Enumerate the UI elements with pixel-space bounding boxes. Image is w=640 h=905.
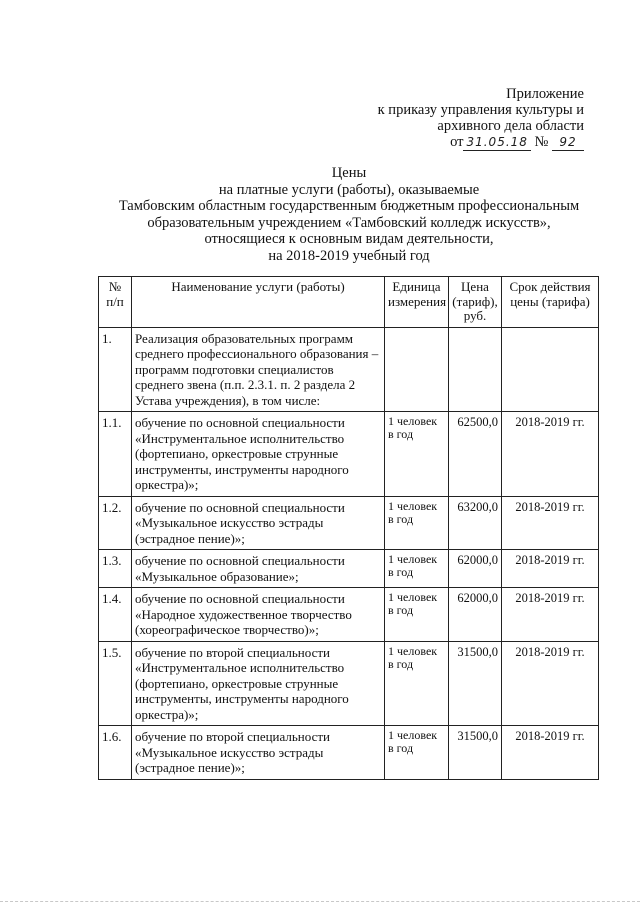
table-row	[99, 412, 599, 497]
appendix-line-1: Приложение	[506, 86, 584, 102]
number-prefix: №	[534, 134, 549, 150]
appendix-line-3: архивного дела области	[437, 118, 584, 134]
title-line-6: на 2018-2019 учебный год	[268, 247, 430, 264]
page-bottom-edge	[0, 901, 640, 903]
order-reference	[378, 134, 584, 151]
row-price: 62500,0	[449, 412, 502, 497]
table-row	[99, 641, 599, 726]
row-unit: 1 человек в год	[385, 496, 449, 550]
row-name: обучение по второй специальности «Инструментальное исполнительство (фортепиано, оркестровые струнные инструменты, инструменты народного оркестра)»;	[132, 641, 385, 726]
handwritten-date: 31.05.18	[463, 134, 530, 151]
appendix-line-2: к приказу управления культуры и	[377, 102, 584, 118]
row-price: 62000,0	[449, 588, 502, 642]
row-price: 63200,0	[449, 496, 502, 550]
table-row	[99, 496, 599, 550]
title-line-4: образовательным учреждением «Тамбовский колледж искусств»,	[147, 214, 551, 231]
row-num: 1.6.	[99, 726, 132, 780]
row-name: обучение по основной специальности «Народное художественное творчество (хореографическое творчество)»;	[132, 588, 385, 642]
header-term: Срок действия цены (тарифа)	[502, 277, 599, 328]
table-header-row	[99, 277, 599, 328]
table-row	[99, 550, 599, 588]
row-num: 1.3.	[99, 550, 132, 588]
row-unit: 1 человек в год	[385, 412, 449, 497]
table-row	[99, 327, 599, 412]
price-table	[98, 276, 599, 780]
row-term	[502, 327, 599, 412]
row-term: 2018-2019 гг.	[502, 588, 599, 642]
row-unit: 1 человек в год	[385, 550, 449, 588]
header-num: № п/п	[99, 277, 132, 328]
row-name: обучение по основной специальности «Музыкальное образование»;	[132, 550, 385, 588]
row-unit: 1 человек в год	[385, 588, 449, 642]
title-line-1: Цены	[331, 165, 367, 181]
table-row	[99, 588, 599, 642]
row-unit: 1 человек в год	[385, 726, 449, 780]
date-prefix: от	[450, 134, 464, 150]
row-num: 1.5.	[99, 641, 132, 726]
row-term: 2018-2019 гг.	[502, 412, 599, 497]
title-line-5: относящиеся к основным видам деятельности,	[204, 231, 494, 247]
row-num: 1.1.	[99, 412, 132, 497]
row-term: 2018-2019 гг.	[502, 550, 599, 588]
document-title	[100, 165, 598, 264]
title-line-2: на платные услуги (работы), оказываемые	[218, 181, 480, 198]
header-name: Наименование услуги (работы)	[132, 277, 385, 328]
row-term: 2018-2019 гг.	[502, 726, 599, 780]
row-unit	[385, 327, 449, 412]
row-name: Реализация образовательных программ среднего профессионального образования – программ подготовки специалистов среднего звена (п.п. 2.3.1. п. 2 раздела 2 Устава учреждения), в том числе:	[132, 327, 385, 412]
row-price: 62000,0	[449, 550, 502, 588]
row-price	[449, 327, 502, 412]
title-line-3: Тамбовским областным государственным бюджетным профессиональным	[118, 198, 580, 214]
row-name: обучение по основной специальности «Инструментальное исполнительство (фортепиано, оркестровые струнные инструменты, инструменты народного оркестра)»;	[132, 412, 385, 497]
row-unit: 1 человек в год	[385, 641, 449, 726]
row-term: 2018-2019 гг.	[502, 641, 599, 726]
table-row	[99, 726, 599, 780]
header-price: Цена (тариф), руб.	[449, 277, 502, 328]
row-num: 1.	[99, 327, 132, 412]
row-price: 31500,0	[449, 641, 502, 726]
row-term: 2018-2019 гг.	[502, 496, 599, 550]
row-name: обучение по второй специальности «Музыкальное искусство эстрады (эстрадное пение)»;	[132, 726, 385, 780]
header-unit: Единица измерения	[385, 277, 449, 328]
row-num: 1.4.	[99, 588, 132, 642]
row-num: 1.2.	[99, 496, 132, 550]
row-price: 31500,0	[449, 726, 502, 780]
handwritten-order-number: 92	[552, 134, 584, 151]
appendix-block	[378, 86, 584, 151]
row-name: обучение по основной специальности «Музыкальное искусство эстрады (эстрадное пение)»;	[132, 496, 385, 550]
